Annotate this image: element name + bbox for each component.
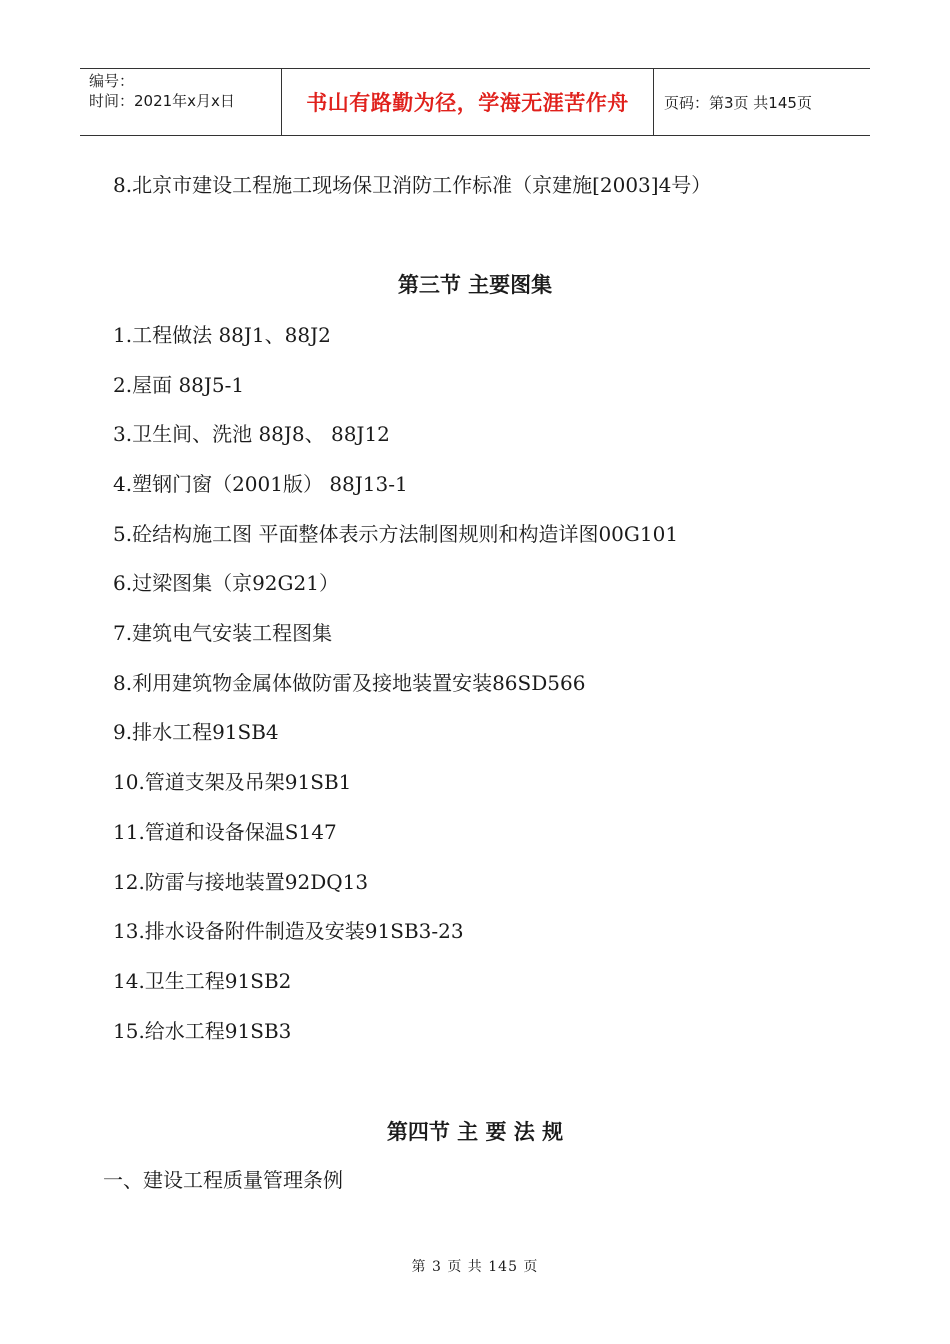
header-page-info: 页码：第3页 共145页: [664, 93, 812, 112]
atlas-item: 7.建筑电气安装工程图集: [113, 621, 333, 645]
page-footer: 第 3 页 共 145 页: [411, 1259, 539, 1275]
regulation-item: 一、建设工程质量管理条例: [103, 1168, 343, 1192]
header-meta: [80, 69, 282, 135]
atlas-item: 13.排水设备附件制造及安装91SB3-23: [113, 919, 464, 943]
atlas-item: 15.给水工程91SB3: [113, 1019, 292, 1043]
atlas-item: 1.工程做法 88J1、88J2: [113, 323, 331, 347]
atlas-item: 3.卫生间、洗池 88J8、 88J12: [113, 422, 390, 446]
time-label: 时间：2021年x月x日: [89, 92, 235, 110]
atlas-item: 9.排水工程91SB4: [113, 720, 279, 744]
section-title-atlas: 第三节 主要图集: [397, 273, 553, 297]
header-motto: 书山有路勤为径，学海无涯苦作舟: [282, 69, 654, 135]
section-title-regulations: 第四节 主 要 法 规: [386, 1120, 564, 1144]
page-header: [80, 68, 870, 136]
atlas-item: 10.管道支架及吊架91SB1: [113, 770, 352, 794]
atlas-item: 2.屋面 88J5-1: [113, 373, 245, 397]
atlas-item: 8.利用建筑物金属体做防雷及接地装置安装86SD566: [113, 671, 586, 695]
atlas-item: 11.管道和设备保温S147: [113, 820, 337, 844]
atlas-item: 5.砼结构施工图 平面整体表示方法制图规则和构造详图00G101: [113, 522, 679, 546]
atlas-item: 14.卫生工程91SB2: [113, 969, 292, 993]
standard-item: 8.北京市建设工程施工现场保卫消防工作标准（京建施[2003]4号）: [113, 173, 712, 197]
number-label: 编号：: [89, 72, 135, 90]
atlas-item: 4.塑钢门窗（2001版） 88J13-1: [113, 472, 408, 496]
atlas-item: 6.过梁图集（京92G21）: [113, 571, 339, 595]
atlas-item: 12.防雷与接地装置92DQ13: [113, 870, 369, 894]
